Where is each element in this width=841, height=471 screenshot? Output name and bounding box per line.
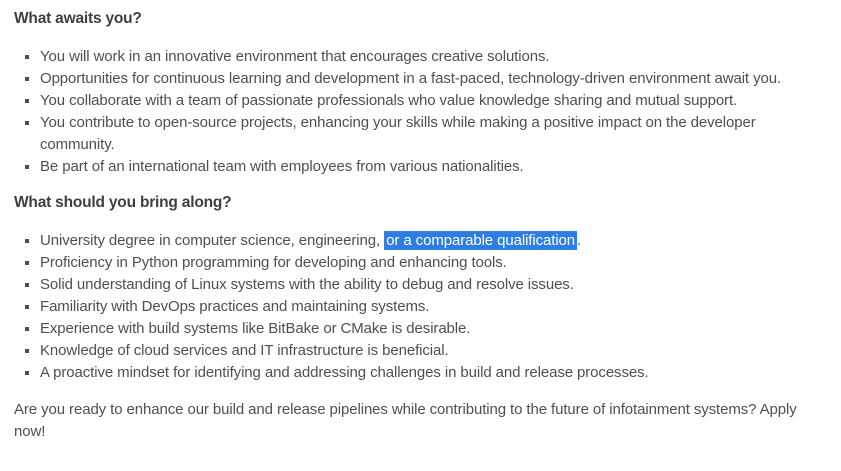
- list-item: [40, 230, 805, 252]
- bullet-icon: [25, 261, 29, 265]
- list-item-text: You contribute to open-source projects, enhancing your skills while making a positive impact on the developer community.: [40, 114, 756, 153]
- bullet-icon: [25, 349, 29, 353]
- bullet-icon: [25, 327, 29, 331]
- section-heading-what-should-you-bring: What should you bring along?: [14, 194, 232, 211]
- list-item-text: Be part of an international team with employees from various nationalities.: [40, 158, 524, 175]
- list-item-text: You collaborate with a team of passionate professionals who value knowledge sharing and mutual support.: [40, 92, 738, 109]
- closing-paragraph: Are you ready to enhance our build and release pipelines while contributing to the future of infotainment systems? Apply now!: [14, 401, 797, 440]
- list-item: [40, 156, 805, 178]
- benefits-list: [14, 46, 805, 178]
- requirements-list: [14, 230, 805, 384]
- list-item-text: Opportunities for continuous learning and development in a fast-paced, technology-driven environment await you.: [40, 70, 782, 87]
- list-item: [40, 362, 805, 384]
- bullet-icon: [25, 305, 29, 309]
- list-item-text: Familiarity with DevOps practices and maintaining systems.: [40, 298, 430, 315]
- list-item: [40, 252, 805, 274]
- bullet-icon: [25, 77, 29, 81]
- list-item-text: University degree in computer science, engineering,: [40, 232, 385, 249]
- list-item: [40, 46, 805, 68]
- selected-text-highlight: or a comparable qualification: [386, 232, 576, 249]
- list-item-text: Knowledge of cloud services and IT infrastructure is beneficial.: [40, 342, 449, 359]
- list-item: [40, 90, 805, 112]
- list-item-text: Proficiency in Python programming for developing and enhancing tools.: [40, 254, 507, 271]
- list-item-text: Experience with build systems like BitBake or CMake is desirable.: [40, 320, 471, 337]
- list-item-text: A proactive mindset for identifying and addressing challenges in build and release processes.: [40, 364, 649, 381]
- list-item-text: You will work in an innovative environment that encourages creative solutions.: [40, 48, 550, 65]
- list-item: [40, 112, 805, 156]
- bullet-icon: [25, 165, 29, 169]
- bullet-icon: [25, 371, 29, 375]
- list-item-text: .: [577, 232, 582, 249]
- list-item: [40, 274, 805, 296]
- bullet-icon: [25, 239, 29, 243]
- list-item: [40, 296, 805, 318]
- section-heading-what-awaits-you: What awaits you?: [14, 10, 142, 27]
- list-item: [40, 340, 805, 362]
- list-item: [40, 318, 805, 340]
- bullet-icon: [25, 283, 29, 287]
- bullet-icon: [25, 99, 29, 103]
- bullet-icon: [25, 55, 29, 59]
- bullet-icon: [25, 121, 29, 125]
- list-item-text: Solid understanding of Linux systems with the ability to debug and resolve issues.: [40, 276, 574, 293]
- list-item: [40, 68, 805, 90]
